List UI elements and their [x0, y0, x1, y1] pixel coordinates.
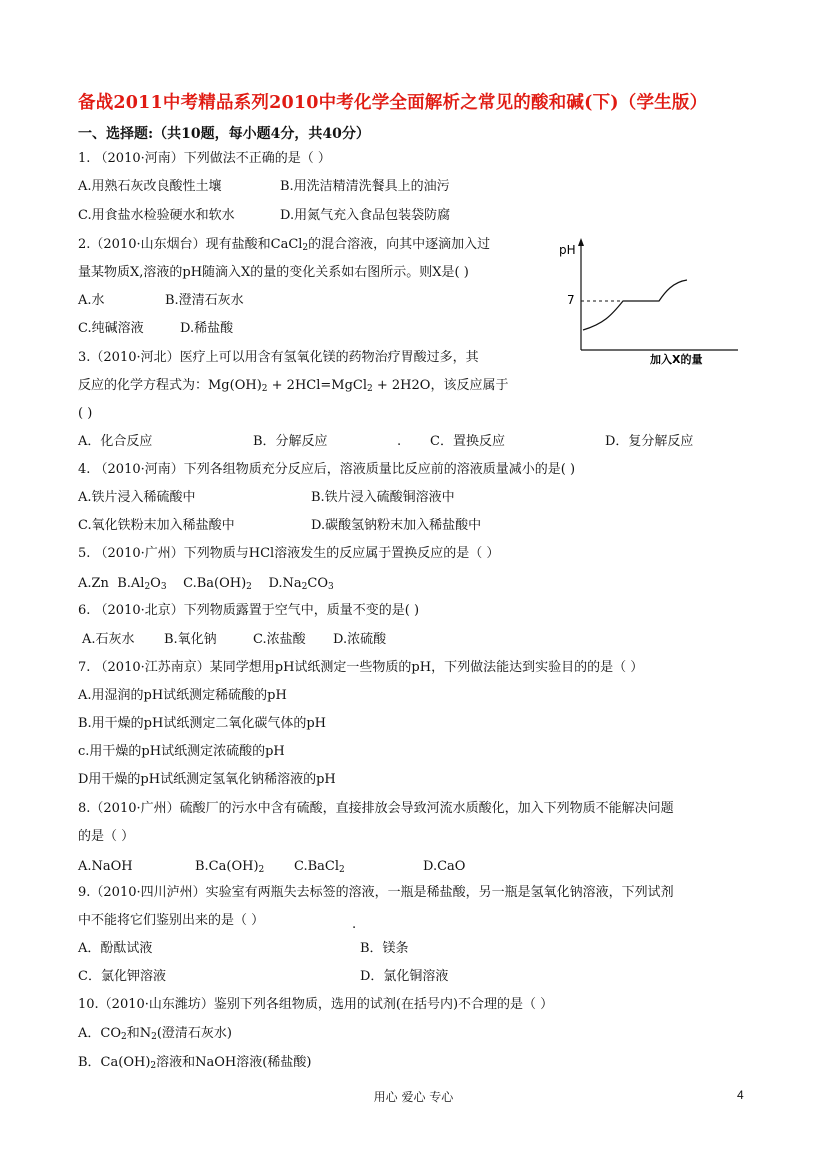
question-3-option-c: C．置换反应 — [430, 434, 505, 449]
question-8-option-b — [195, 859, 264, 878]
question-1-stem: 1. （2010·河南）下列做法不正确的是（ ） — [78, 151, 331, 166]
subscript: 2 — [258, 865, 265, 875]
question-8-option-d: D.CaO — [423, 859, 466, 874]
question-1-option-b: B.用洗洁精清洗餐具上的油污 — [280, 179, 450, 194]
figure-tick-7: 7 — [567, 293, 575, 307]
question-2-stem-text: 2.（2010·山东烟台）现有盐酸和CaCl — [78, 237, 303, 252]
question-3-stem-line3: ( ) — [78, 406, 93, 421]
question-3-stem-line1: 3.（2010·河北）医疗上可以用含有氢氧化镁的药物治疗胃酸过多，其 — [78, 350, 479, 365]
question-5-option-d-text: CO — [307, 576, 328, 591]
figure-y-arrow — [578, 238, 584, 246]
question-3-option-d: D．复分解反应 — [605, 434, 694, 449]
question-3-stem-line2 — [78, 378, 508, 397]
question-7-option-b: B.用干燥的pH试纸测定二氧化碳气体的pH — [78, 716, 327, 731]
question-9-option-a: A．酚酞试液 — [78, 941, 153, 956]
question-9-option-b: B．镁条 — [360, 941, 409, 956]
subscript: 2 — [150, 1061, 157, 1071]
question-1-option-c: C.用食盐水检验硬水和软水 — [78, 208, 235, 223]
subscript: 2 — [246, 582, 252, 592]
question-10-option-a-text: A．CO — [78, 1026, 121, 1041]
question-8-option-b-text: B.Ca(OH) — [195, 859, 259, 874]
question-10-option-b-text: B．Ca(OH) — [78, 1055, 151, 1070]
question-2-option-d: D.稀盐酸 — [180, 321, 234, 336]
question-10-option-b — [78, 1055, 311, 1074]
subscript: 2 — [367, 384, 373, 394]
question-10-option-b-text: 溶液和NaOH溶液(稀盐酸) — [156, 1055, 312, 1070]
question-6-stem: 6. （2010·北京）下列物质露置于空气中，质量不变的是( ) — [78, 603, 420, 618]
ph-curve-figure — [553, 232, 753, 372]
subscript: 3 — [328, 582, 334, 592]
question-2-stem-text: 的混合溶液，向其中逐滴加入过 — [308, 237, 491, 252]
question-10-option-a — [78, 1026, 232, 1045]
subscript: 2 — [339, 865, 345, 875]
question-5-stem: 5. （2010·广州）下列物质与HCl溶液发生的反应属于置换反应的是（ ） — [78, 546, 500, 561]
question-9-stem-line2: 中不能将它们鉴别出来的是（ ） — [78, 913, 265, 928]
question-4-stem: 4. （2010·河南）下列各组物质充分反应后，溶液质量比反应前的溶液质量减小的是( ) — [78, 462, 576, 477]
question-8-option-a: A.NaOH — [78, 859, 133, 874]
question-2-option-c: C.纯碱溶液 — [78, 321, 144, 336]
question-3-stem-text: 反应的化学方程式为：Mg(OH) — [78, 378, 262, 393]
question-10-stem: 10.（2010·山东潍坊）鉴别下列各组物质，选用的试剂(在括号内)不合理的是（ ） — [78, 997, 554, 1012]
question-9-option-c: C．氯化钾溶液 — [78, 969, 166, 984]
question-3-option-b: B．分解反应 — [253, 434, 328, 449]
stray-dot: . — [397, 434, 402, 449]
question-5-option-c: C.Ba(OH) — [183, 576, 247, 591]
figure-x-axis-label: 加入X的量 — [650, 353, 703, 366]
question-7-stem: 7. （2010·江苏南京）某同学想用pH试纸测定一些物质的pH，下列做法能达到实验目的的是（ ） — [78, 660, 644, 675]
question-4-option-b: B.铁片浸入硫酸铜溶液中 — [311, 490, 455, 505]
question-6-option-b: B.氧化钠 — [164, 632, 217, 647]
question-6-option-c: C.浓盐酸 — [253, 632, 306, 647]
question-5-option-a: A.Zn — [78, 576, 109, 591]
subscript: 3 — [160, 582, 167, 592]
subscript: 2 — [151, 1032, 157, 1042]
question-8-option-c — [294, 859, 345, 878]
question-2-stem-line2: 量某物质X,溶液的pH随滴入X的量的变化关系如右图所示。则X是( ) — [78, 265, 469, 280]
document-title: 备战2011中考精品系列2010中考化学全面解析之常见的酸和碱(下)（学生版） — [78, 93, 708, 113]
question-8-stem-line1: 8.（2010·广州）硫酸厂的污水中含有硫酸，直接排放会导致河流水质酸化，加入下列物质不能解决问题 — [78, 801, 674, 816]
question-1-option-d: D.用氮气充入食品包装袋防腐 — [280, 208, 451, 223]
subscript: 2 — [301, 582, 308, 592]
question-5-option-d: D.Na — [268, 576, 302, 591]
section-heading: 一、选择题:（共10题，每小题4分，共40分） — [78, 126, 370, 142]
question-2-stem-line1 — [78, 237, 490, 256]
question-9-stem-line1: 9.（2010·四川泸州）实验室有两瓶失去标签的溶液，一瓶是稀盐酸，另一瓶是氢氧化钠溶液，下列试剂 — [78, 885, 674, 900]
question-7-option-a: A.用湿润的pH试纸测定稀硫酸的pH — [78, 688, 287, 703]
question-3-stem-text: + 2HCl=MgCl — [267, 378, 368, 393]
figure-ph-curve — [583, 280, 687, 330]
subscript: 2 — [121, 1032, 127, 1042]
question-4-option-c: C.氧化铁粉末加入稀盐酸中 — [78, 518, 235, 533]
question-4-option-a: A.铁片浸入稀硫酸中 — [78, 490, 196, 505]
question-1-option-a: A.用熟石灰改良酸性土壤 — [78, 179, 222, 194]
question-4-option-d: D.碳酸氢钠粉末加入稀盐酸中 — [311, 518, 482, 533]
question-7-option-c: c.用干燥的pH试纸测定浓硫酸的pH — [78, 744, 285, 759]
question-8-option-c-text: C.BaCl — [294, 859, 340, 874]
page-footer: 用心 爱心 专心 — [373, 1090, 454, 1104]
question-10-option-a-text: 和N — [126, 1026, 152, 1041]
question-2-option-a: A.水 — [78, 293, 105, 308]
subscript: 2 — [144, 582, 151, 592]
question-8-stem-line2: 的是（ ） — [78, 829, 135, 844]
subscript: 2 — [302, 243, 309, 253]
question-6-option-d: D.浓硫酸 — [333, 632, 387, 647]
question-6-option-a: A.石灰水 — [82, 632, 135, 647]
question-3-stem-text: + 2H2O，该反应属于 — [372, 378, 509, 393]
question-5-option-b: B.Al — [117, 576, 145, 591]
subscript: 2 — [261, 384, 268, 394]
figure-y-axis-label: pH — [559, 243, 576, 257]
question-9-option-d: D．氯化铜溶液 — [360, 969, 449, 984]
question-3-option-a: A．化合反应 — [78, 434, 153, 449]
question-10-option-a-text: (澄清石灰水) — [156, 1026, 233, 1041]
question-5-options — [78, 576, 334, 595]
question-7-option-d: D用干燥的pH试纸测定氢氧化钠稀溶液的pH — [78, 772, 336, 787]
page-number: 4 — [737, 1088, 744, 1102]
question-2-option-b: B.澄清石灰水 — [165, 293, 244, 308]
question-5-option-b-text: O — [150, 576, 161, 591]
stray-dot: . — [352, 917, 357, 932]
